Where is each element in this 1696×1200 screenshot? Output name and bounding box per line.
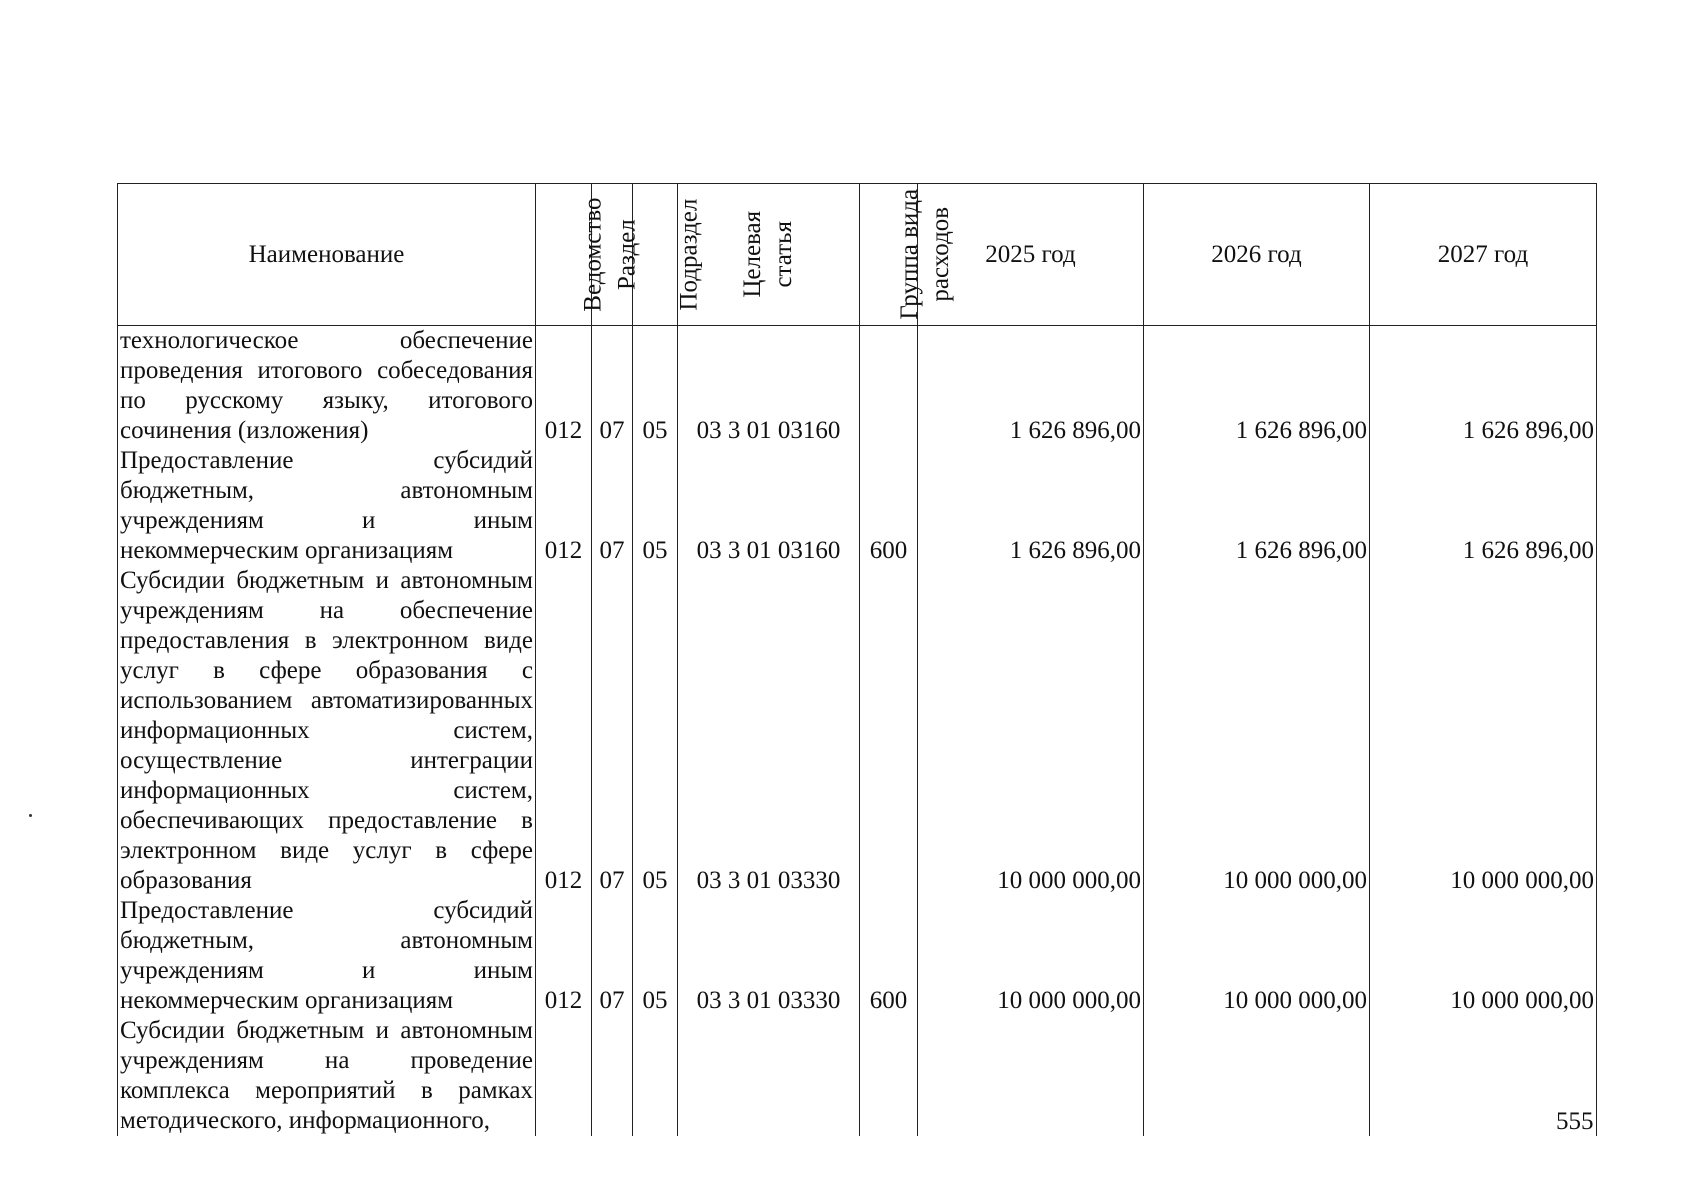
header-2025: 2025 год xyxy=(918,184,1144,326)
row-expense-group: 600 xyxy=(860,446,918,566)
header-expense-group: Группа вида расходов xyxy=(860,184,918,326)
scan-mark xyxy=(29,814,32,817)
row-name: технологическое обеспечение проведения итогового собеседования по русскому языку, итогового сочинения (изложения) xyxy=(118,326,536,447)
row-amount-2025: 1 626 896,00 xyxy=(918,446,1144,566)
table-row xyxy=(118,1016,1597,1136)
row-expense-group xyxy=(860,566,918,896)
table-header-row xyxy=(118,184,1597,326)
row-subsection: 05 xyxy=(633,896,678,1016)
row-amount-2027: 1 626 896,00 xyxy=(1370,326,1597,447)
row-target-article xyxy=(678,1016,860,1136)
row-target-article: 03 3 01 03160 xyxy=(678,326,860,447)
header-target-article: Целевая статья xyxy=(678,184,860,326)
row-amount-2025: 10 000 000,00 xyxy=(918,896,1144,1016)
row-name: Предоставление субсидий бюджетным, автономным учреждениям и иным некоммерческим организациям xyxy=(118,446,536,566)
row-expense-group xyxy=(860,326,918,447)
row-amount-2026: 1 626 896,00 xyxy=(1144,326,1370,447)
page-number: 555 xyxy=(1556,1108,1594,1135)
row-target-article: 03 3 01 03160 xyxy=(678,446,860,566)
row-section: 07 xyxy=(592,326,633,447)
row-expense-group: 600 xyxy=(860,896,918,1016)
row-amount-2026: 10 000 000,00 xyxy=(1144,896,1370,1016)
header-department: Ведомство xyxy=(536,184,592,326)
table-row xyxy=(118,326,1597,447)
row-department: 012 xyxy=(536,326,592,447)
row-department: 012 xyxy=(536,896,592,1016)
row-amount-2026: 1 626 896,00 xyxy=(1144,446,1370,566)
table-row xyxy=(118,896,1597,1016)
row-amount-2025: 1 626 896,00 xyxy=(918,326,1144,447)
row-department xyxy=(536,1016,592,1136)
row-target-article: 03 3 01 03330 xyxy=(678,896,860,1016)
row-amount-2025 xyxy=(918,1016,1144,1136)
row-amount-2027: 10 000 000,00 xyxy=(1370,896,1597,1016)
header-2027: 2027 год xyxy=(1370,184,1597,326)
row-section: 07 xyxy=(592,896,633,1016)
row-section: 07 xyxy=(592,566,633,896)
row-amount-2026: 10 000 000,00 xyxy=(1144,566,1370,896)
row-amount-2027: 10 000 000,00 xyxy=(1370,566,1597,896)
row-name: Субсидии бюджетным и автономным учреждениям на обеспечение предоставления в электронном виде услуг в сфере образования с использованием автоматизированных информационных систем, осуществление интеграции информационных систем, обеспечивающих предоставление в электронном виде услуг в сфере образования xyxy=(118,566,536,896)
header-2026: 2026 год xyxy=(1144,184,1370,326)
row-amount-2025: 10 000 000,00 xyxy=(918,566,1144,896)
table-row xyxy=(118,446,1597,566)
row-department: 012 xyxy=(536,446,592,566)
row-subsection: 05 xyxy=(633,326,678,447)
row-section: 07 xyxy=(592,446,633,566)
row-department: 012 xyxy=(536,566,592,896)
row-amount-2027: 1 626 896,00 xyxy=(1370,446,1597,566)
table-row xyxy=(118,566,1597,896)
row-subsection: 05 xyxy=(633,566,678,896)
row-name: Предоставление субсидий бюджетным, автономным учреждениям и иным некоммерческим организациям xyxy=(118,896,536,1016)
row-subsection xyxy=(633,1016,678,1136)
header-name: Наименование xyxy=(118,184,536,326)
row-amount-2026 xyxy=(1144,1016,1370,1136)
row-section xyxy=(592,1016,633,1136)
row-expense-group xyxy=(860,1016,918,1136)
header-section: Раздел xyxy=(592,184,633,326)
row-subsection: 05 xyxy=(633,446,678,566)
row-name: Субсидии бюджетным и автономным учреждениям на проведение комплекса мероприятий в рамках методического, информационного, xyxy=(118,1016,536,1136)
budget-table xyxy=(117,183,1597,1136)
row-target-article: 03 3 01 03330 xyxy=(678,566,860,896)
header-subsection: Подраздел xyxy=(633,184,678,326)
